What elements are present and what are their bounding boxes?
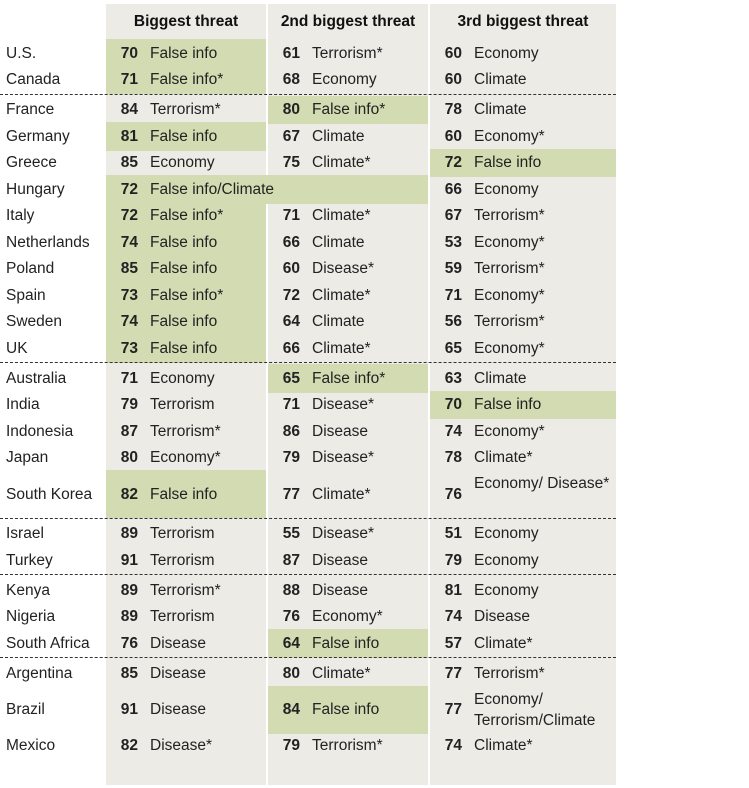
country-label: Argentina	[6, 664, 73, 682]
threat-value: 70	[444, 396, 462, 414]
country-label: Spain	[6, 286, 46, 304]
country-label: UK	[6, 339, 28, 357]
threat-label: Climate*	[312, 207, 371, 225]
country-label: Israel	[6, 525, 44, 543]
threat-label: Economy	[474, 180, 539, 198]
threat-value: 81	[120, 127, 138, 145]
threat-label: Terrorism	[150, 396, 215, 414]
threat-value: 61	[282, 44, 300, 62]
threat-value: 82	[120, 485, 138, 503]
country-label: Netherlands	[6, 233, 90, 251]
threat-label: Climate*	[474, 634, 533, 652]
threat-label: Economy*	[150, 449, 221, 467]
threat-value: 71	[282, 207, 300, 225]
group-separator	[0, 362, 616, 363]
threat-value: 60	[444, 71, 462, 89]
threat-value: 76	[444, 485, 462, 503]
threat-value: 66	[282, 339, 300, 357]
threat-label: Climate	[312, 127, 365, 145]
threat-label: False info*	[150, 71, 224, 89]
threat-value: 71	[120, 71, 138, 89]
threat-label: Disease	[312, 551, 368, 569]
threat-label: Terrorism*	[150, 422, 221, 440]
threat-label: Economy*	[474, 286, 545, 304]
threat-value: 80	[282, 101, 300, 119]
threat-value: 70	[120, 44, 138, 62]
threat-value: 71	[120, 369, 138, 387]
threat-value: 76	[282, 608, 300, 626]
threat-value: 75	[282, 154, 300, 172]
threat-label: Disease	[150, 634, 206, 652]
threat-value: 85	[120, 260, 138, 278]
threat-value: 77	[444, 701, 462, 718]
threat-value: 84	[282, 701, 300, 718]
group-separator	[0, 518, 616, 519]
threat-value: 55	[282, 525, 300, 543]
threat-value: 76	[120, 634, 138, 652]
column-header-2nd: 2nd biggest threat	[280, 13, 416, 30]
threat-label: False info/Climate	[150, 180, 275, 198]
threat-label: Economy*	[312, 608, 383, 626]
threat-label: Terrorism*	[474, 313, 545, 331]
threat-value: 87	[282, 551, 300, 569]
threat-label: Climate*	[312, 664, 371, 682]
threat-label: False info	[150, 127, 218, 145]
group-separator	[0, 657, 616, 658]
threat-label: Economy	[312, 71, 377, 89]
threat-value: 64	[282, 313, 300, 331]
threat-value: 53	[444, 233, 462, 251]
threat-label: Climate*	[474, 737, 533, 755]
country-label: Greece	[6, 154, 57, 172]
threat-value: 60	[444, 44, 462, 62]
threat-value: 84	[120, 101, 138, 119]
country-label: Germany	[6, 127, 70, 145]
threat-label: Economy*	[474, 127, 545, 145]
threat-value: 74	[120, 313, 138, 331]
threat-label: False info	[312, 701, 380, 718]
column-header-3rd: 3rd biggest threat	[457, 13, 589, 30]
threat-label: Climate*	[474, 449, 533, 467]
threat-label: Terrorism	[150, 525, 215, 543]
threat-value: 64	[282, 634, 300, 652]
threat-value: 86	[282, 422, 300, 440]
country-label: Mexico	[6, 737, 56, 755]
threat-label: Disease	[474, 608, 530, 626]
threat-label: Disease	[312, 581, 368, 599]
threat-label: Economy	[474, 44, 539, 62]
threat-label: Climate	[474, 369, 527, 387]
threat-label: False info*	[150, 207, 224, 225]
threat-value: 78	[444, 449, 462, 467]
threat-label: Economy	[150, 154, 215, 172]
threat-label: False info*	[150, 286, 224, 304]
threat-label: Terrorism*	[312, 737, 383, 755]
threat-label: Economy*	[474, 233, 545, 251]
threat-label: Climate	[312, 313, 365, 331]
threat-value: 74	[120, 233, 138, 251]
threat-label: False info	[312, 634, 380, 652]
threat-value: 88	[282, 581, 300, 599]
threat-label: False info	[150, 44, 218, 62]
threat-label: Climate*	[312, 286, 371, 304]
threat-label: Economy	[150, 369, 215, 387]
threat-label: False info*	[312, 101, 386, 119]
threat-value: 67	[444, 207, 462, 225]
threat-label: False info	[150, 233, 218, 251]
threat-value: 60	[282, 260, 300, 278]
threat-value: 57	[444, 634, 462, 652]
threat-value: 65	[282, 369, 300, 387]
threat-label: False info	[150, 339, 218, 357]
threat-value: 63	[444, 369, 462, 387]
threat-label: Terrorism	[150, 608, 215, 626]
threat-label: False info	[150, 313, 218, 331]
country-label: Australia	[6, 369, 67, 387]
column-header-biggest: Biggest threat	[133, 13, 239, 30]
threat-value: 60	[444, 127, 462, 145]
threat-value: 85	[120, 664, 138, 682]
group-separator	[0, 574, 616, 575]
threat-value: 77	[282, 485, 300, 503]
threat-label: Terrorism*	[150, 101, 221, 119]
threat-label: Climate	[474, 101, 527, 119]
threat-value: 71	[282, 396, 300, 414]
country-label: Canada	[6, 71, 61, 89]
threat-value: 81	[444, 581, 462, 599]
threat-value: 89	[120, 608, 138, 626]
threat-value: 79	[120, 396, 138, 414]
threat-label: Climate*	[312, 154, 371, 172]
threat-value: 80	[282, 664, 300, 682]
threat-value: 56	[444, 313, 462, 331]
threat-label: Terrorism*	[474, 260, 545, 278]
group-separator	[0, 94, 616, 95]
threat-value: 66	[282, 233, 300, 251]
threat-label: Economy*	[474, 339, 545, 357]
threat-label: Economy	[474, 551, 539, 569]
country-label: Sweden	[6, 313, 63, 331]
threat-value: 67	[282, 127, 300, 145]
threat-label: Economy/ Disease*	[474, 475, 610, 492]
threat-value: 79	[282, 449, 300, 467]
threat-value: 68	[282, 71, 300, 89]
threat-label: Climate*	[312, 485, 371, 503]
threat-value: 82	[120, 737, 138, 755]
country-label: Kenya	[6, 581, 50, 599]
country-label: Italy	[6, 207, 35, 225]
threat-value: 72	[444, 154, 462, 172]
threat-label: Disease*	[312, 449, 375, 467]
threat-value: 51	[444, 525, 462, 543]
threat-label: False info	[474, 154, 542, 172]
threat-label: Disease*	[312, 260, 375, 278]
threat-label: Terrorism*	[312, 44, 383, 62]
country-label: Nigeria	[6, 608, 56, 626]
threat-value: 89	[120, 525, 138, 543]
threat-value: 80	[120, 449, 138, 467]
threat-label: False info	[150, 260, 218, 278]
threat-value: 74	[444, 737, 462, 755]
threat-label: False info*	[312, 369, 386, 387]
threat-value: 74	[444, 422, 462, 440]
threat-value: 78	[444, 101, 462, 119]
threat-label: Terrorism*	[474, 664, 545, 682]
threat-label: False info	[474, 396, 542, 414]
threat-value: 85	[120, 154, 138, 172]
threat-value: 89	[120, 581, 138, 599]
country-label: France	[6, 101, 55, 119]
threat-label: Climate	[312, 233, 365, 251]
country-label: Hungary	[6, 180, 65, 198]
threat-value: 73	[120, 339, 138, 357]
country-label: South Africa	[6, 634, 90, 652]
threat-label: Terrorism	[150, 551, 215, 569]
threat-value: 66	[444, 180, 462, 198]
country-label: India	[6, 396, 40, 414]
threat-value: 72	[120, 207, 138, 225]
threat-label: Disease*	[150, 737, 213, 755]
country-label: Brazil	[6, 701, 45, 718]
threat-label: Disease	[150, 701, 206, 718]
threat-value: 87	[120, 422, 138, 440]
threat-value: 71	[444, 286, 462, 304]
threat-value: 91	[120, 701, 138, 718]
threat-label: Economy	[474, 581, 539, 599]
threat-label: Terrorism*	[150, 581, 221, 599]
threat-value: 72	[282, 286, 300, 304]
country-label: Turkey	[6, 551, 53, 569]
threat-label: Terrorism*	[474, 207, 545, 225]
threat-value: 59	[444, 260, 462, 278]
threat-label: Economy/ Terrorism/Climate	[474, 690, 596, 729]
threat-label: Climate*	[312, 339, 371, 357]
country-label: Indonesia	[6, 422, 74, 440]
threat-label: Economy	[474, 525, 539, 543]
threat-value: 74	[444, 608, 462, 626]
threat-label: Disease	[150, 664, 206, 682]
threat-value: 73	[120, 286, 138, 304]
country-label: U.S.	[6, 44, 37, 62]
threat-label: Climate	[474, 71, 527, 89]
threat-label: Disease	[312, 422, 368, 440]
country-label: South Korea	[6, 485, 93, 503]
country-label: Poland	[6, 260, 55, 278]
threat-value: 65	[444, 339, 462, 357]
threat-value: 91	[120, 551, 138, 569]
threat-label: Disease*	[312, 396, 375, 414]
country-label: Japan	[6, 449, 49, 467]
threat-label: Economy*	[474, 422, 545, 440]
threat-value: 79	[282, 737, 300, 755]
threat-value: 79	[444, 551, 462, 569]
threat-value: 77	[444, 664, 462, 682]
threat-label: Disease*	[312, 525, 375, 543]
threat-label: False info	[150, 485, 218, 503]
threat-value: 72	[120, 180, 138, 198]
